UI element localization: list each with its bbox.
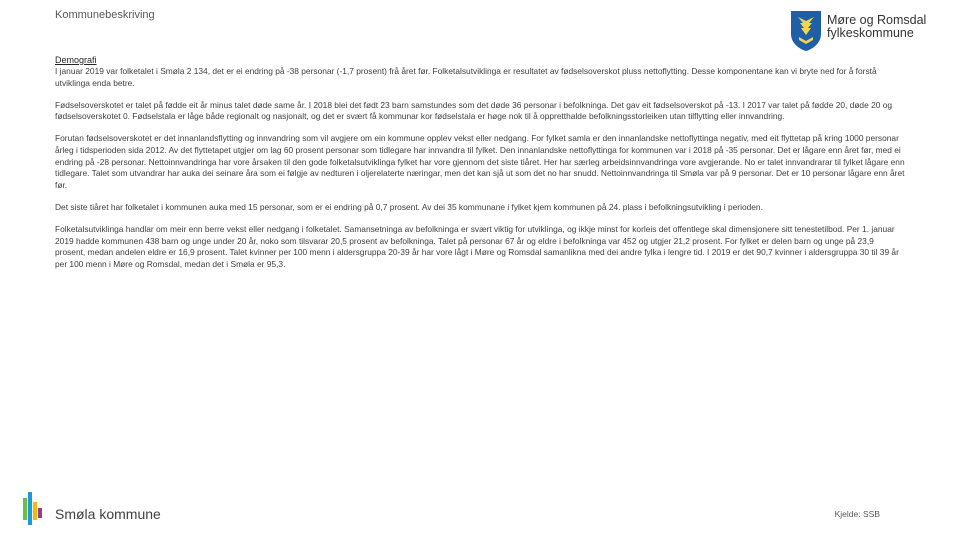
paragraph-2: Fødselsoverskotet er talet på fødde eit år minus talet døde same år. I 2018 blei det født 23 barn samstundes som det døde 36 personar i befolkninga. Det gav eit fødselsoverskot på -13. I 2017 var talet på fødde 20, døde 20 og fødselsoverskotet 0. Fødselstala er låge både regionalt og nasjonalt, og det er svært få kommunar kor fødselstala er høge nok til å oppretthalde befolkningsstorleiken utan tilflytting eller innvandring. [55, 99, 893, 122]
paragraph-4: Det siste tiåret har folketalet i kommunen auka med 15 personar, som er ei endring på 0,7 prosent. Av dei 35 kommunane i fylket kjem kommunen på 24. plass i befolkningsutvikling i perioden. [55, 201, 763, 212]
paragraph-3: Forutan fødselsoverskotet er det innanlandsflytting og innvandring som vil avgjere om ein kommune opplev vekst eller nedgang. For fylket samla er den innanlandske nettoflyttinga negativ, med eit flyttetap på kring 1000 personar årleg i tidsperioden sida 2012. Av det flyttetapet utgjer om lag 60 prosent personar som tidlegare har innvandra til fylket. Den innanlandske nettoflyttinga for kommunen var i 2018 på -35 personar. Det er lågare enn året før, med ei endring på -28 personar. Nettoinnvandringa har vore årsaken til den gode folketalsutviklinga fylket har vore gjennom det siste tiåret. Her har særleg arbeidsinnvandringa vore avgjerande. No er talet innvandrarar til fylket lågare enn tidlegare. Talet som utvandrar har auka dei seinare åra som ei følgje av nedturen i oljerelaterte næringar, men det kan sjå ut som det no har snudd. Nettoinnvandringa til Smøla var på 9 personar. Det er 10 personar lågare enn året før. [55, 133, 905, 190]
section-title: Demografi [55, 55, 97, 65]
municipality-logo-icon [22, 492, 44, 525]
logo-line-1: Møre og Romsdal [827, 13, 927, 27]
municipality-name: Smøla kommune [55, 506, 161, 522]
source-label: Kjelde: SSB [834, 509, 880, 519]
coat-of-arms-icon [790, 10, 822, 52]
paragraph-1: I januar 2019 var folketalet i Smøla 2 134, det er ei endring på -38 personar (-1,7 prosent) frå året før. Folketalsutviklinga er resultatet av fødselsoverskot pluss nettoflytting. Desse komponentane kan vi bryte ned for å forstå utviklinga enda betre. [55, 66, 877, 88]
content-area [55, 54, 905, 281]
county-logo [790, 10, 940, 54]
paragraph-5: Folketalsutviklinga handlar om meir enn berre vekst eller nedgang i folketalet. Samansetninga av befolkninga er svært viktig for utviklinga, og ikkje minst for korleis det offentlege skal dimensjonere sitt tenestetilbod. Per 1. januar 2019 hadde kommunen 438 barn og unge under 20 år, noko som tilsvarar 20,5 prosent av befolkninga. Talet på personar 67 år og eldre i befolkninga var 452 og utgjer 21,2 prosent. For fylket er delen barn og unge på 23,9 prosent, medan andelen eldre er 16,9 prosent. Talet kvinner per 100 menn i aldersgruppa 20-39 år har vore lågt i Møre og Romsdal samanlikna med dei andre fylka i lengre tid. I 2019 er det 90,7 kvinner i aldersgruppa 30 til 39 år per 100 menn i Møre og Romsdal, medan det i Smøla er 95,3. [55, 223, 899, 269]
logo-line-2: fylkeskommune [827, 26, 914, 40]
header-label: Kommunebeskriving [55, 9, 155, 21]
